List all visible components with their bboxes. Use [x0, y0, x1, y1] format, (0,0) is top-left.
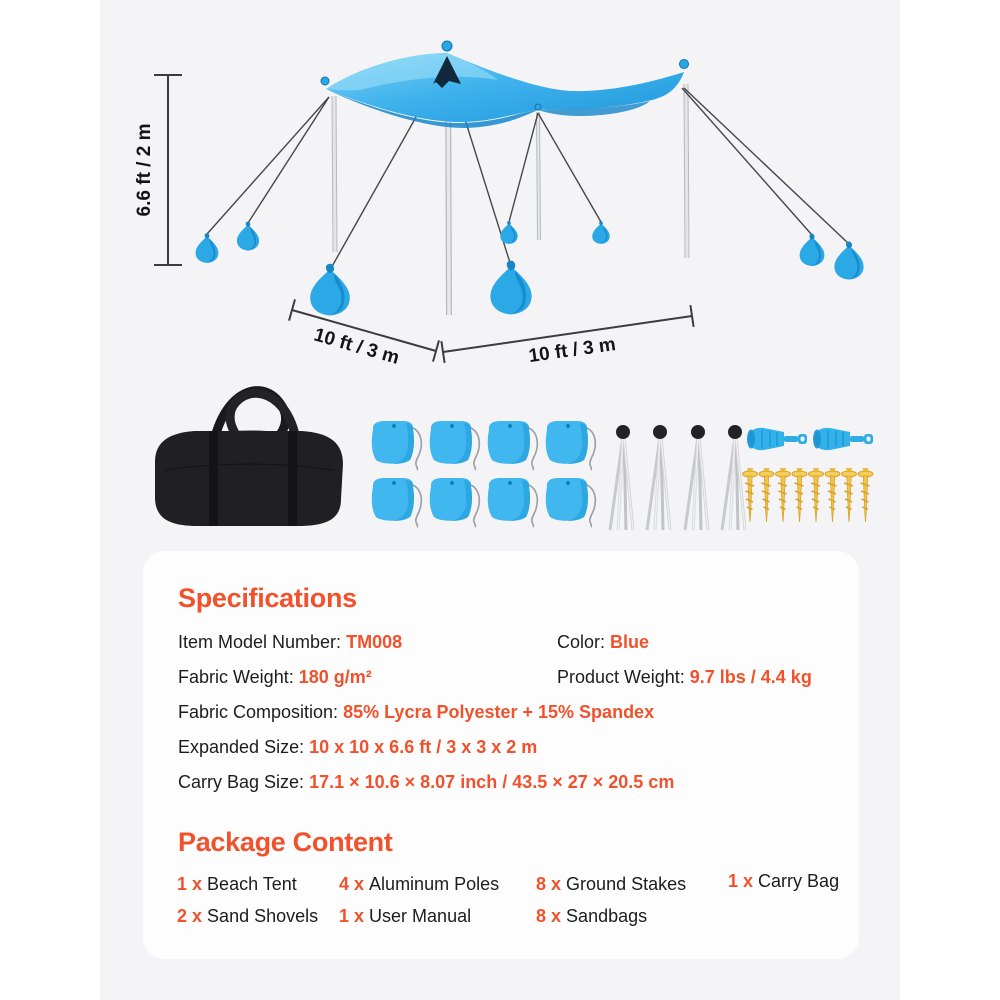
sand-shovels-icon	[747, 428, 873, 450]
spec-carry-bag-size: Carry Bag Size: 17.1 × 10.6 × 8.07 inch / 43.5 × 27 × 20.5 cm	[178, 772, 675, 792]
depth-label: 10 ft / 3 m	[311, 324, 402, 369]
carry-bag-icon	[155, 391, 343, 526]
anchor-sandbags	[196, 221, 864, 315]
spec-item-model-number: Item Model Number: TM008	[178, 632, 403, 652]
info-card	[143, 551, 859, 959]
tent-canopy	[321, 41, 689, 128]
height-dimension	[154, 75, 182, 265]
spec-fabric-composition: Fabric Composition: 85% Lycra Polyester + 15% Spandex	[178, 702, 655, 722]
back-finial-ball	[535, 104, 541, 110]
pkg-ground-stakes: 8 x Ground Stakes	[536, 874, 687, 894]
pkg-aluminum-poles: 4 x Aluminum Poles	[339, 874, 500, 894]
aluminum-poles-icon	[610, 425, 745, 530]
spec-product-weight: Product Weight: 9.7 lbs / 4.4 kg	[557, 667, 812, 687]
package-content-title: Package Content	[178, 827, 393, 857]
pkg-carry-bag: 1 x Carry Bag	[728, 871, 840, 891]
right-finial-ball	[680, 60, 689, 69]
sandbags-icon	[372, 421, 596, 527]
pkg-beach-tent: 1 x Beach Tent	[177, 874, 297, 894]
height-label: 6.6 ft / 2 m	[134, 123, 155, 217]
spec-expanded-size: Expanded Size: 10 x 10 x 6.6 ft / 3 x 3 x 2 m	[178, 737, 538, 757]
specifications-title: Specifications	[178, 583, 357, 613]
spec-color: Color: Blue	[557, 632, 650, 652]
left-finial-ball	[321, 77, 329, 85]
tent-diagram	[100, 0, 900, 375]
apex-finial-ball	[442, 41, 452, 51]
pkg-user-manual: 1 x User Manual	[339, 906, 472, 926]
spec-fabric-weight: Fabric Weight: 180 g/m²	[178, 667, 372, 687]
pkg-sandbags: 8 x Sandbags	[536, 906, 648, 926]
ground-stakes-icon	[743, 468, 874, 522]
pkg-sand-shovels: 2 x Sand Shovels	[177, 906, 319, 926]
accessories-row	[100, 375, 900, 545]
width-label: 10 ft / 3 m	[527, 334, 618, 368]
